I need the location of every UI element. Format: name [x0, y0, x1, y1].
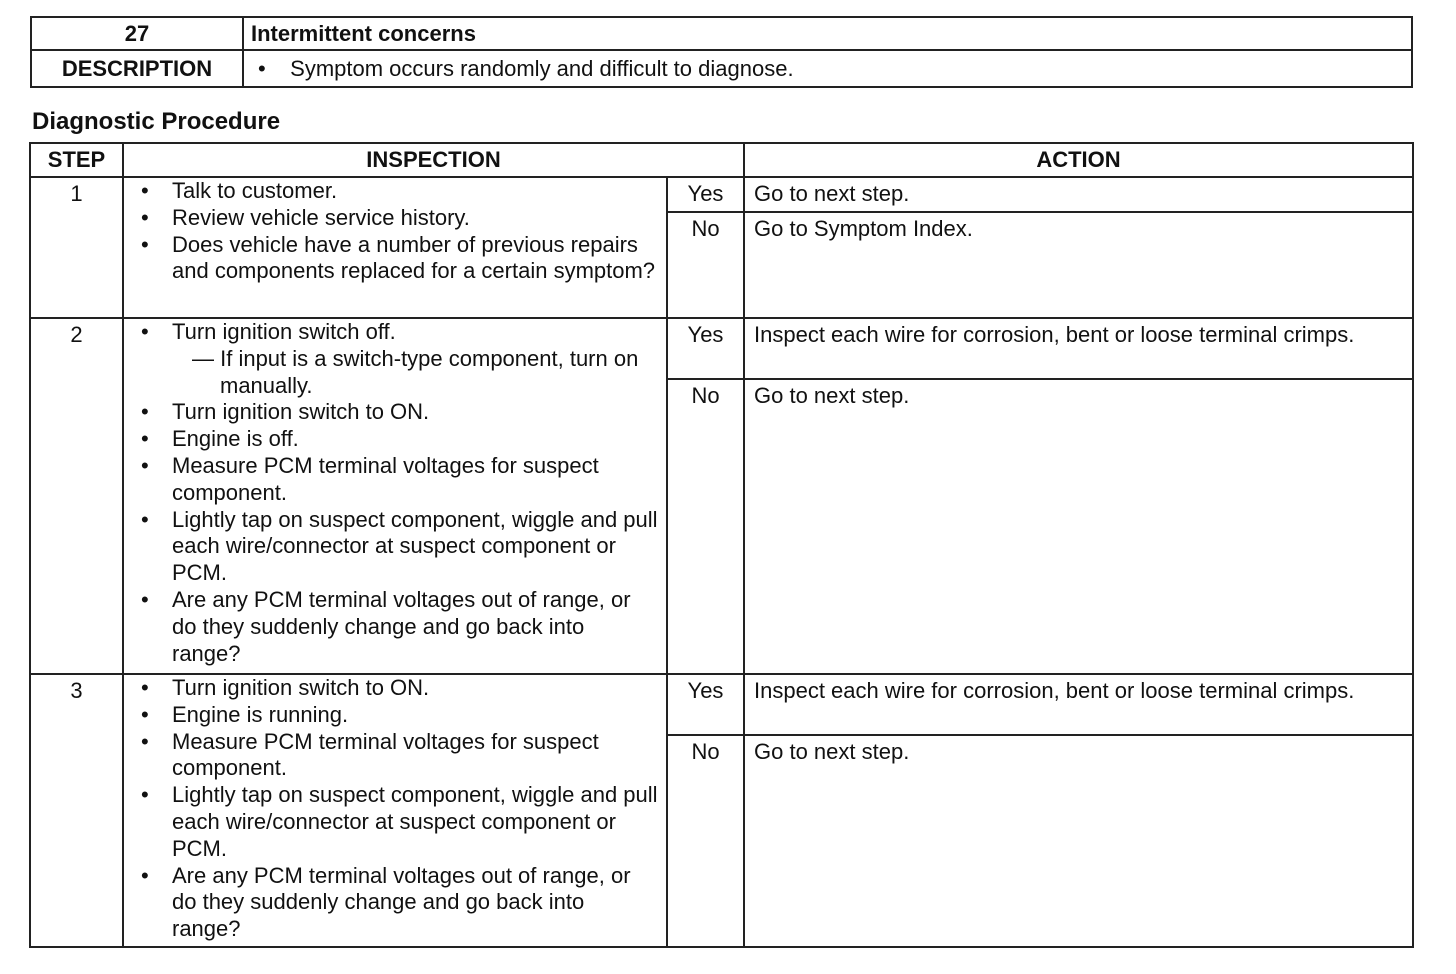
step-number: 1	[30, 177, 123, 318]
list-item: • Lightly tap on suspect component, wiggle and pull each wire/connector at suspect component or PCM.	[141, 782, 658, 861]
step-2-inspection	[123, 318, 667, 674]
no-label: No	[667, 735, 744, 947]
no-action: Go to Symptom Index.	[744, 212, 1413, 318]
list-item: • Turn ignition switch to ON.	[141, 675, 430, 700]
list-item: • Turn ignition switch off. — If input is a switch-type component, turn on manually.	[134, 319, 658, 399]
step-1-yes-row	[30, 177, 1413, 212]
step-1-inspection	[123, 177, 667, 318]
step-number: 2	[30, 318, 123, 674]
column-header-inspection: INSPECTION	[123, 143, 744, 177]
column-header-step: STEP	[30, 143, 123, 177]
list-item: • Engine is off.	[141, 426, 299, 452]
description-text: Symptom occurs randomly and difficult to diagnose.	[290, 55, 794, 81]
diagnostic-procedure-table	[29, 142, 1414, 948]
yes-label: Yes	[667, 177, 744, 212]
list-item: • Talk to customer.	[141, 178, 338, 203]
step-3-inspection	[123, 674, 667, 947]
header-table	[30, 16, 1413, 88]
step-2-yes-row	[30, 318, 1413, 379]
no-action: Go to next step.	[744, 379, 1413, 674]
list-item: • Review vehicle service history.	[141, 204, 470, 230]
list-item: • Are any PCM terminal voltages out of range, or do they suddenly change and go back into range?	[141, 862, 631, 942]
list-item: • Measure PCM terminal voltages for suspect component.	[141, 728, 599, 781]
list-item: • Turn ignition switch to ON.	[141, 399, 430, 425]
list-item: • Lightly tap on suspect component, wiggle and pull each wire/connector at suspect component or PCM.	[141, 506, 658, 586]
header-row-description	[31, 50, 1412, 87]
yes-action: Inspect each wire for corrosion, bent or loose terminal crimps.	[744, 674, 1413, 735]
yes-label: Yes	[667, 674, 744, 735]
header-title: Intermittent concerns	[243, 17, 1412, 50]
sub-note: — If input is a switch-type component, turn on manually.	[192, 345, 639, 398]
list-item: • Are any PCM terminal voltages out of range, or do they suddenly change and go back into range?	[141, 586, 631, 666]
yes-action: Go to next step.	[744, 177, 1413, 212]
table-header-row	[30, 143, 1413, 177]
header-number: 27	[31, 17, 243, 50]
step-number: 3	[30, 674, 123, 947]
list-item: • Measure PCM terminal voltages for suspect component.	[141, 452, 599, 505]
yes-label: Yes	[667, 318, 744, 379]
list-item: • Engine is running.	[141, 701, 349, 727]
column-header-action: ACTION	[744, 143, 1413, 177]
step-3-yes-row	[30, 674, 1413, 735]
no-label: No	[667, 212, 744, 318]
no-action: Go to next step.	[744, 735, 1413, 947]
header-row-title	[31, 17, 1412, 50]
yes-action: Inspect each wire for corrosion, bent or loose terminal crimps.	[744, 318, 1413, 379]
description-label: DESCRIPTION	[31, 50, 243, 87]
bullet: •	[258, 55, 266, 81]
list-item: • Does vehicle have a number of previous repairs and components replaced for a certain symptom?	[141, 231, 656, 284]
no-label: No	[667, 379, 744, 674]
description-cell	[243, 50, 1412, 87]
section-title: Diagnostic Procedure	[32, 108, 281, 135]
